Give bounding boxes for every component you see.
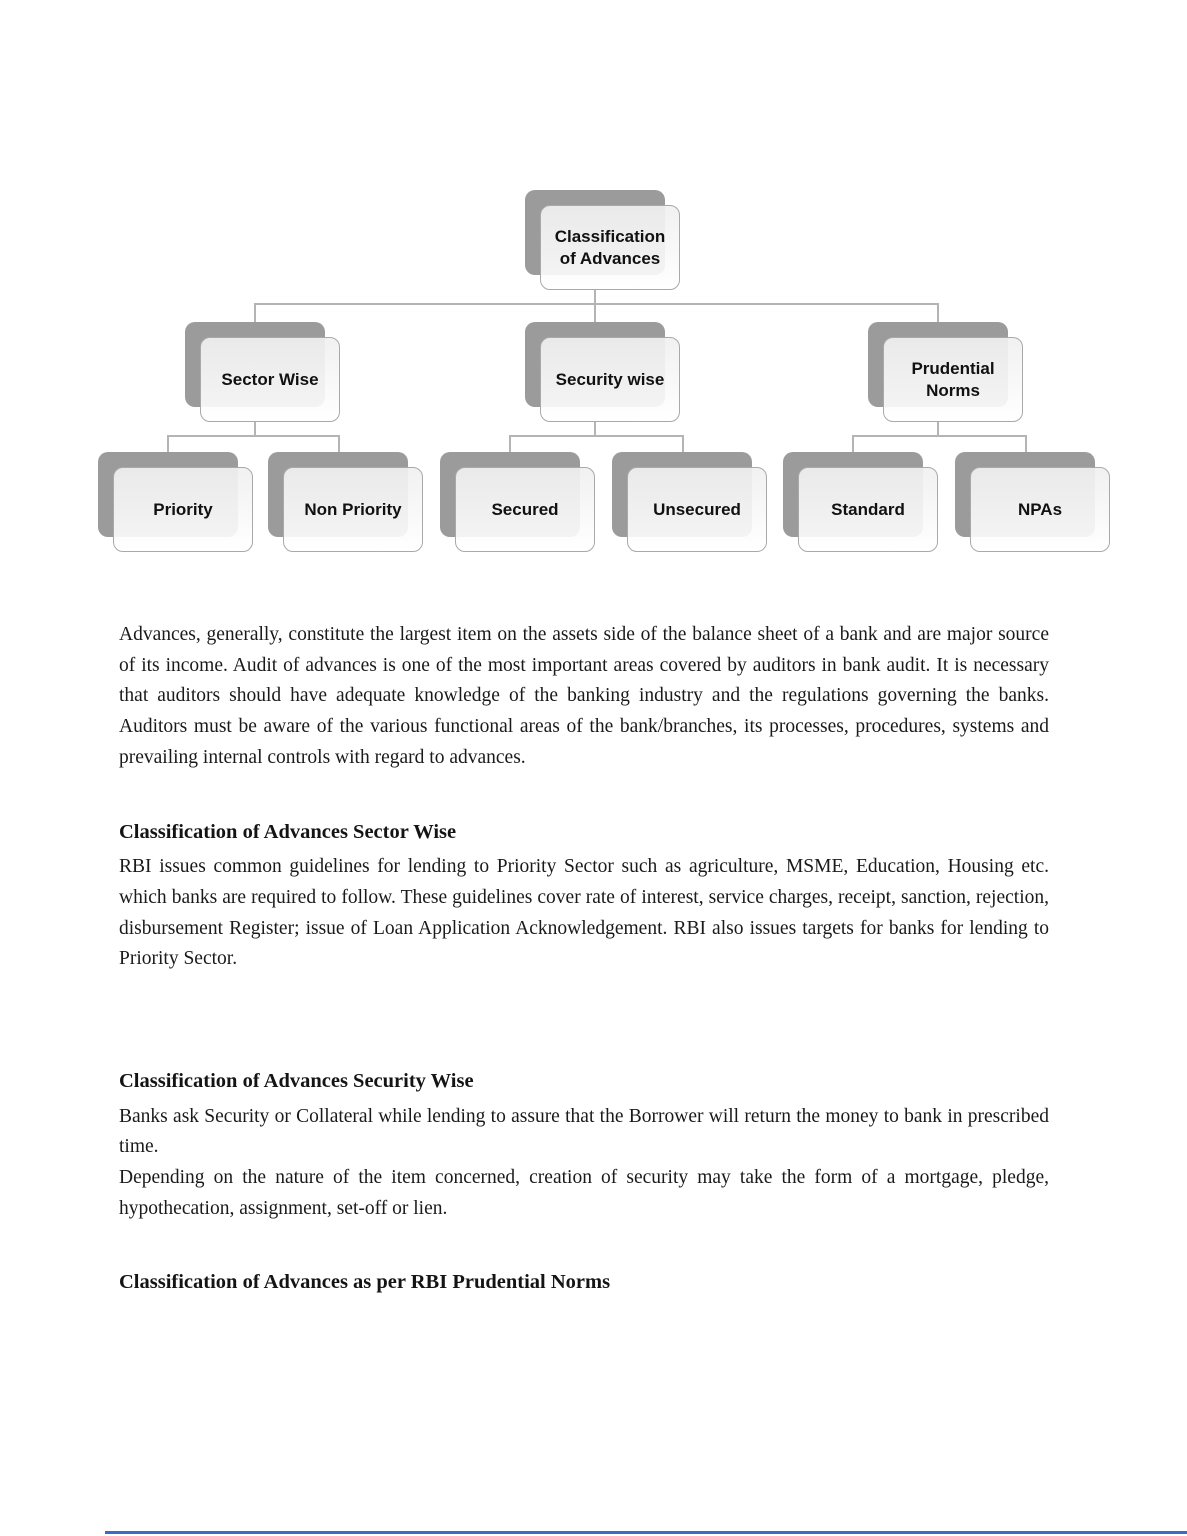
security-wise-paragraph-1: Banks ask Security or Collateral while lending to assure that the Borrower will return the money to bank in prescribed time. (119, 1105, 1049, 1158)
connector-line (594, 422, 596, 436)
heading-security-wise: Classification of Advances Security Wise (119, 1069, 474, 1092)
diagram-node-standard (783, 452, 938, 552)
diagram-node-classification-of-advances (525, 190, 680, 290)
node-label: Security wise (540, 337, 680, 422)
node-label: Priority (113, 467, 253, 552)
heading-sector-wise: Classification of Advances Sector Wise (119, 820, 457, 843)
node-label: Non Priority (283, 467, 423, 552)
node-label: Secured (455, 467, 595, 552)
diagram-node-non-priority (268, 452, 423, 552)
diagram-node-npas (955, 452, 1110, 552)
diagram-node-priority (98, 452, 253, 552)
node-label: NPAs (970, 467, 1110, 552)
connector-line (167, 435, 339, 437)
connector-line (509, 435, 683, 437)
node-label: Standard (798, 467, 938, 552)
node-label: Sector Wise (200, 337, 340, 422)
security-wise-paragraph-2: Depending on the nature of the item concerned, creation of security may take the form of a mortgage, pledge, hypothecation, assignment, set-off or lien. (119, 1167, 1049, 1219)
node-label: Unsecured (627, 467, 767, 552)
node-label: Prudential Norms (883, 337, 1023, 422)
diagram-node-secured (440, 452, 595, 552)
document-body (119, 620, 1049, 1296)
connector-line (937, 422, 939, 436)
page-bottom-rule (105, 1531, 1187, 1534)
connector-line (254, 303, 938, 305)
diagram-node-prudential-norms (868, 322, 1023, 422)
connector-line (254, 422, 256, 436)
classification-of-advances-diagram (0, 0, 1187, 600)
diagram-node-security-wise (525, 322, 680, 422)
sector-wise-paragraph: RBI issues common guidelines for lending to Priority Sector such as agriculture, MSME, Education, Housing etc. which banks are required to follow. These guidelines cover rate of interest, service charges, receipt, sanction, rejection, disbursement Register; issue of Loan Application Acknowledgement. RBI also issues targets for banks for lending to Priority Sector. (119, 856, 1049, 970)
connector-line (852, 435, 1026, 437)
intro-paragraph: Advances, generally, constitute the largest item on the assets side of the balance sheet of a bank and are major source of its income. Audit of advances is one of the most important areas covered by auditors in bank audit. It is necessary that auditors should have adequate knowledge of the banking industry and the regulations governing the banks. Auditors must be aware of the various functional areas of the bank/branches, its processes, procedures, systems and prevailing internal controls with regard to advances. (119, 624, 1049, 768)
diagram-node-sector-wise (185, 322, 340, 422)
heading-prudential-norms: Classification of Advances as per RBI Prudential Norms (119, 1271, 611, 1294)
diagram-node-unsecured (612, 452, 767, 552)
node-label: Classification of Advances (540, 205, 680, 290)
